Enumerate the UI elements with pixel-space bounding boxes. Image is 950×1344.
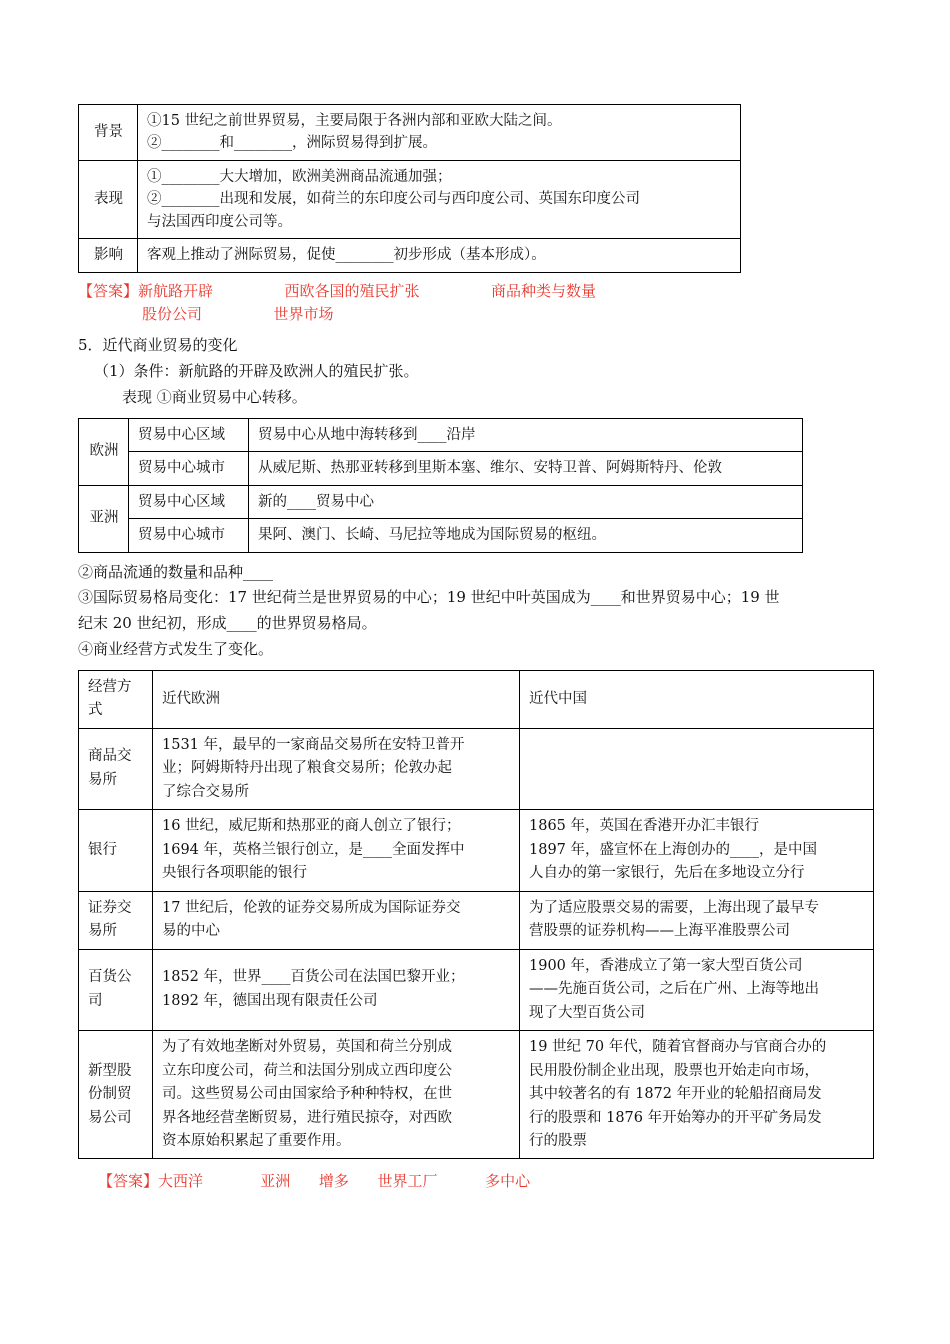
cell-line: 为了适应股票交易的需要，上海出现了最早专 — [529, 899, 819, 916]
cell-line: 1900 年，香港成立了第一家大型百货公司 — [529, 957, 803, 974]
row-content-manifestation — [138, 160, 741, 238]
table-row — [79, 452, 803, 485]
header-europe: 近代欧洲 — [153, 670, 520, 728]
document-content — [78, 104, 878, 1194]
cell-line: 人自办的第一家银行，先后在多地设立分行 — [529, 865, 805, 882]
cell-line: 界各地经营垄断贸易，进行殖民掠夺，对西欧 — [162, 1109, 452, 1126]
cell-line: 客观上推动了洲际贸易，促使________初步形成（基本形成）。 — [147, 247, 546, 264]
header-mode: 经营方式 — [79, 670, 153, 728]
table-row — [79, 160, 741, 238]
china-content — [520, 810, 874, 891]
spacer — [78, 273, 878, 280]
row-content-background — [138, 105, 741, 161]
china-content — [520, 949, 874, 1030]
cell-line: ②________和________，洲际贸易得到扩展。 — [147, 135, 437, 152]
table-row — [79, 519, 803, 552]
row-label-manifestation: 表现 — [79, 160, 138, 238]
cell-line: 立东印度公司，荷兰和法国分别成立西印度公 — [162, 1062, 452, 1079]
table-row — [79, 810, 874, 891]
cell-line: ①15 世纪之前世界贸易，主要局限于各洲内部和亚欧大陆之间。 — [147, 113, 562, 129]
cell-line: ①________大大增加，欧洲美洲商品流通加强； — [147, 168, 452, 185]
paragraph-item-3-line-1: ③国际贸易格局变化：17 世纪荷兰是世界贸易的中心；19 世纪中叶英国成为____和世界贸易中心；19 世 — [78, 588, 780, 607]
cell-line: 与法国西印度公司等。 — [147, 213, 292, 230]
mode-label: 证券交易所 — [79, 891, 153, 949]
china-content — [520, 891, 874, 949]
cell-line: ——先施百货公司，之后在广州、上海等地出 — [529, 981, 819, 998]
cell-line: 现了大型百货公司 — [529, 1004, 645, 1021]
china-content — [520, 728, 874, 809]
cell-line: 1694 年，英格兰银行创立，是____全面发挥中 — [162, 841, 465, 858]
europe-content — [153, 810, 520, 891]
cell-line: 17 世纪后，伦敦的证券交易所成为国际证券交 — [162, 899, 461, 916]
subrow-content: 新的____贸易中心 — [249, 485, 803, 518]
cell-line: 易的中心 — [162, 923, 220, 940]
mode-label: 百货公司 — [79, 949, 153, 1030]
europe-content — [153, 728, 520, 809]
cell-line: 1852 年，世界____百货公司在法国巴黎开业； — [162, 969, 465, 986]
table-row — [79, 891, 874, 949]
row-label-background: 背景 — [79, 105, 138, 161]
table-row — [79, 105, 741, 161]
table-header-row — [79, 670, 874, 728]
table-row — [79, 485, 803, 518]
cell-line: 1897 年，盛宣怀在上海创办的____，是中国 — [529, 841, 818, 858]
spacer — [78, 553, 878, 560]
cell-line: 1892 年，德国出现有限责任公司 — [162, 992, 378, 1009]
table-row — [79, 418, 803, 451]
cell-line: 营股票的证券机构——上海平准股票公司 — [529, 923, 790, 940]
cell-line: 民用股份制企业出现，股票也开始走向市场， — [529, 1062, 819, 1079]
table-row — [79, 949, 874, 1030]
table-row — [79, 728, 874, 809]
paragraph-item-4: ④商业经营方式发生了变化。 — [78, 639, 274, 658]
mode-label: 银行 — [79, 810, 153, 891]
answer-prefix: 【答案】 — [78, 281, 139, 300]
subrow-content: 从威尼斯、热那亚转移到里斯本塞、维尔、安特卫普、阿姆斯特丹、伦敦 — [249, 452, 803, 485]
row-label-impact: 影响 — [79, 239, 138, 272]
europe-content — [153, 1031, 520, 1159]
subrow-content: 果阿、澳门、长崎、马尼拉等地成为国际贸易的枢纽。 — [249, 519, 803, 552]
cell-line: 了综合交易所 — [162, 783, 249, 800]
answer-block-2-line-1 — [78, 1170, 878, 1193]
section-manifestation: 表现 ①商业贸易中心转移。 — [122, 387, 307, 406]
spacer — [78, 326, 878, 333]
cell-line: 央银行各项职能的银行 — [162, 865, 307, 882]
table-business-modes — [78, 670, 874, 1160]
answer-values: 大西洋 亚洲 增多 世界工厂 多中心 — [158, 1172, 531, 1191]
spacer — [78, 411, 878, 418]
region-label-asia: 亚洲 — [79, 485, 129, 552]
cell-line: 1865 年，英国在香港开办汇丰银行 — [529, 818, 760, 835]
europe-content — [153, 891, 520, 949]
answer-block-1-line-2: 股份公司 世界市场 — [142, 305, 334, 324]
cell-line: 为了有效地垄断对外贸易，英国和荷兰分别成 — [162, 1039, 452, 1056]
section-heading: 5．近代商业贸易的变化 — [78, 336, 238, 355]
mode-label: 新型股份制贸易公司 — [79, 1031, 153, 1159]
subrow-type: 贸易中心城市 — [129, 452, 249, 485]
answer-prefix: 【答案】 — [98, 1172, 159, 1191]
cell-line: 业；阿姆斯特丹出现了粮食交易所；伦敦办起 — [162, 760, 452, 777]
row-content-impact — [138, 239, 741, 272]
cell-line: 19 世纪 70 年代，随着官督商办与官商合办的 — [529, 1039, 827, 1056]
spacer — [78, 663, 878, 670]
cell-line: 资本原始积累起了重要作用。 — [162, 1133, 351, 1149]
section-condition: （1）条件：新航路的开辟及欧洲人的殖民扩张。 — [94, 362, 419, 381]
table-background-manifestation-impact — [78, 104, 741, 273]
table-row — [79, 1031, 874, 1159]
table-trade-centers — [78, 418, 803, 553]
table-row — [79, 239, 741, 272]
cell-line: 其中较著名的有 1872 年开业的轮船招商局发 — [529, 1086, 822, 1103]
header-china: 近代中国 — [520, 670, 874, 728]
cell-line: 1531 年，最早的一家商品交易所在安特卫普开 — [162, 736, 465, 753]
subrow-type: 贸易中心城市 — [129, 519, 249, 552]
cell-line: 行的股票 — [529, 1133, 587, 1149]
subrow-type: 贸易中心区域 — [129, 418, 249, 451]
spacer — [78, 1159, 878, 1170]
cell-line: 16 世纪，威尼斯和热那亚的商人创立了银行； — [162, 818, 461, 835]
answer-values: 新航路开辟 西欧各国的殖民扩张 商品种类与数量 — [138, 281, 597, 300]
region-label-europe: 欧洲 — [79, 418, 129, 485]
mode-label: 商品交易所 — [79, 728, 153, 809]
europe-content — [153, 949, 520, 1030]
cell-line: 司。这些贸易公司由国家给予种种特权，在世 — [162, 1086, 452, 1103]
cell-line: 行的股票和 1876 年开始筹办的开平矿务局发 — [529, 1109, 822, 1126]
paragraph-item-2: ②商品流通的数量和品种____ — [78, 562, 274, 581]
paragraph-item-3-line-2: 纪末 20 世纪初，形成____的世界贸易格局。 — [78, 614, 377, 633]
answer-block-1-line-1 — [78, 280, 878, 303]
china-content — [520, 1031, 874, 1159]
subrow-type: 贸易中心区域 — [129, 485, 249, 518]
cell-line: ②________出现和发展，如荷兰的东印度公司与西印度公司、英国东印度公司 — [147, 191, 640, 208]
subrow-content: 贸易中心从地中海转移到____沿岸 — [249, 418, 803, 451]
